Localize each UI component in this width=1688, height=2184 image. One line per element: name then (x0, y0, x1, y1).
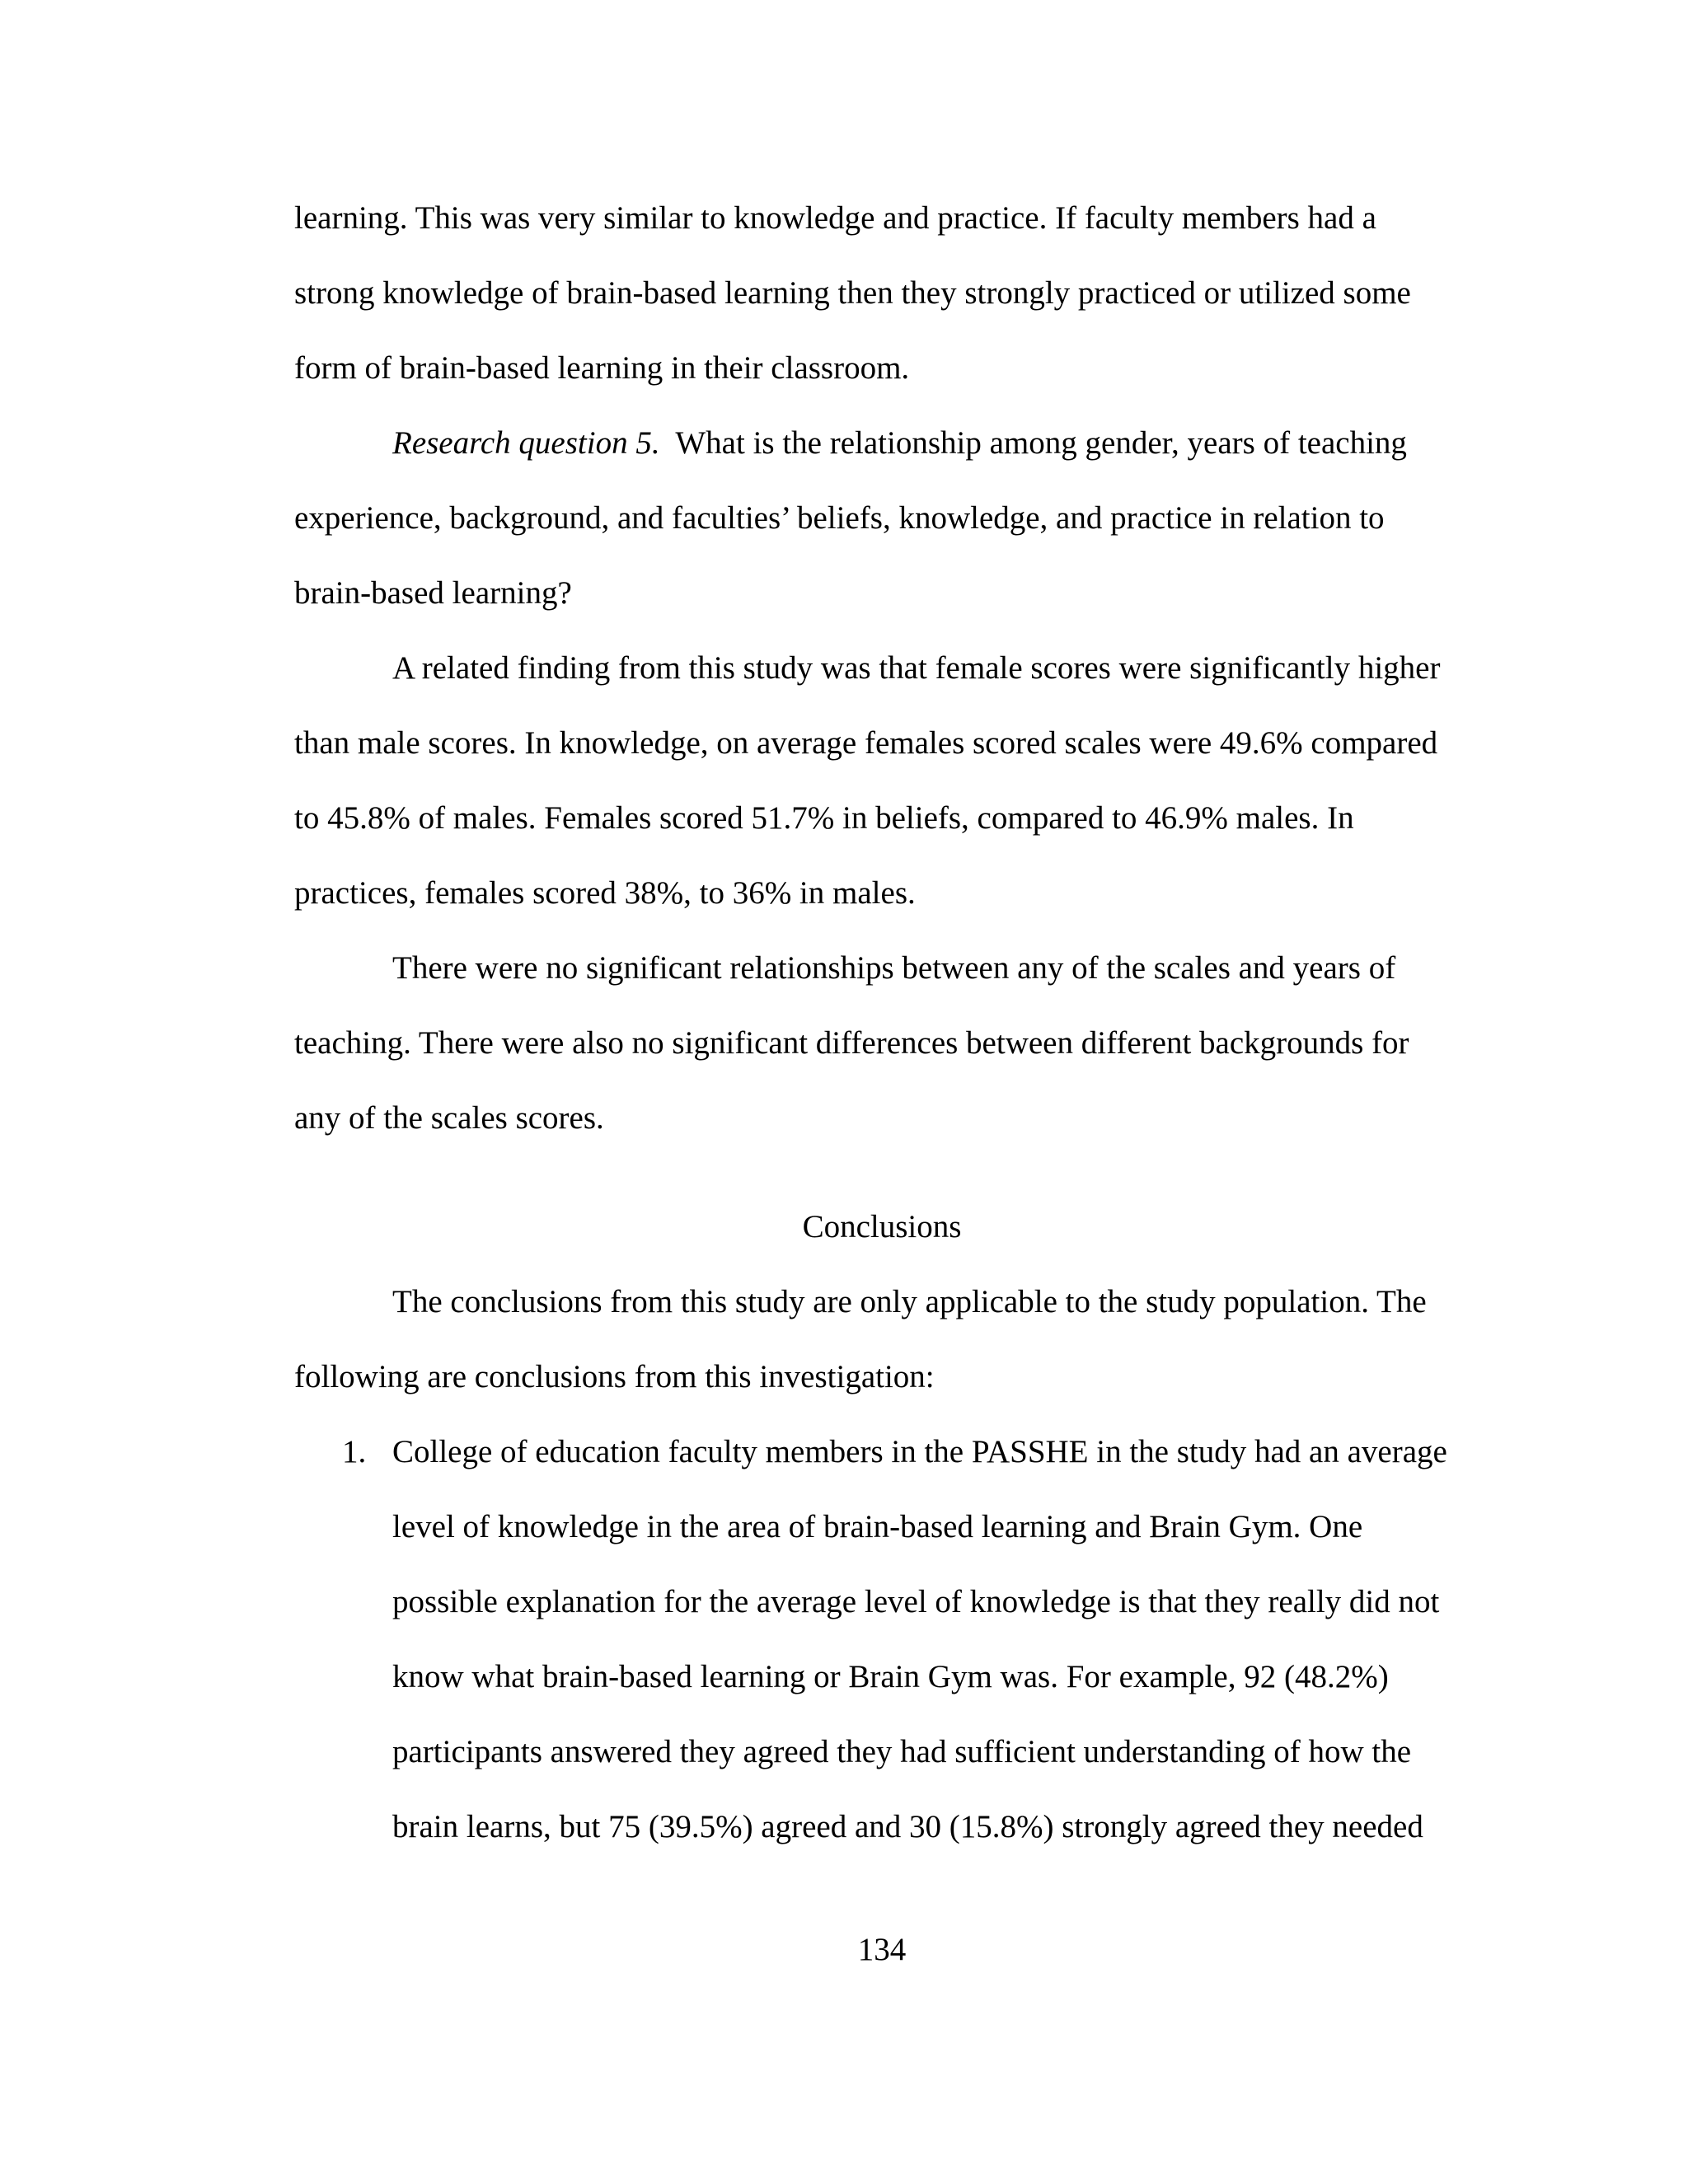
list-item-line: brain learns, but 75 (39.5%) agreed and 30 (15.8%) strongly agreed they needed (392, 1809, 1423, 1844)
list-item-number: 1. (342, 1434, 367, 1469)
paragraph-line: The conclusions from this study are only applicable to the study population. The (392, 1284, 1427, 1319)
paragraph-line: brain-based learning? (294, 575, 572, 611)
paragraph-line: any of the scales scores. (294, 1100, 604, 1136)
list-item-line: College of education faculty members in the PASSHE in the study had an average (392, 1434, 1447, 1469)
section-heading: Conclusions (802, 1209, 962, 1244)
paragraph-line: following are conclusions from this investigation: (294, 1359, 935, 1394)
list-item-line: level of knowledge in the area of brain-based learning and Brain Gym. One (392, 1509, 1363, 1544)
paragraph-line: strong knowledge of brain-based learning then they strongly practiced or utilized some (294, 275, 1411, 311)
paragraph-line: A related finding from this study was that female scores were significantly higher (392, 650, 1441, 686)
research-question-label: Research question 5. (392, 425, 660, 461)
paragraph-line: to 45.8% of males. Females scored 51.7% in beliefs, compared to 46.9% males. In (294, 800, 1354, 836)
list-item-line: know what brain-based learning or Brain Gym was. For example, 92 (48.2%) (392, 1659, 1389, 1694)
paragraph-line: practices, females scored 38%, to 36% in males. (294, 875, 916, 911)
paragraph-line: than male scores. In knowledge, on average females scored scales were 49.6% compared (294, 725, 1438, 761)
research-question-line (392, 427, 1407, 459)
paragraph-line: form of brain-based learning in their classroom. (294, 350, 910, 386)
paragraph-line: experience, background, and faculties’ beliefs, knowledge, and practice in relation to (294, 500, 1385, 536)
research-question-text: What is the relationship among gender, years of teaching (659, 425, 1407, 461)
paragraph-line: There were no significant relationships between any of the scales and years of (392, 950, 1396, 986)
paragraph-line: learning. This was very similar to knowledge and practice. If faculty members had a (294, 200, 1376, 236)
paragraph-line: teaching. There were also no significant differences between different backgrounds for (294, 1025, 1409, 1061)
list-item-line: possible explanation for the average level of knowledge is that they really did not (392, 1584, 1440, 1619)
page-number: 134 (857, 1932, 907, 1967)
list-item-line: participants answered they agreed they had sufficient understanding of how the (392, 1734, 1412, 1769)
